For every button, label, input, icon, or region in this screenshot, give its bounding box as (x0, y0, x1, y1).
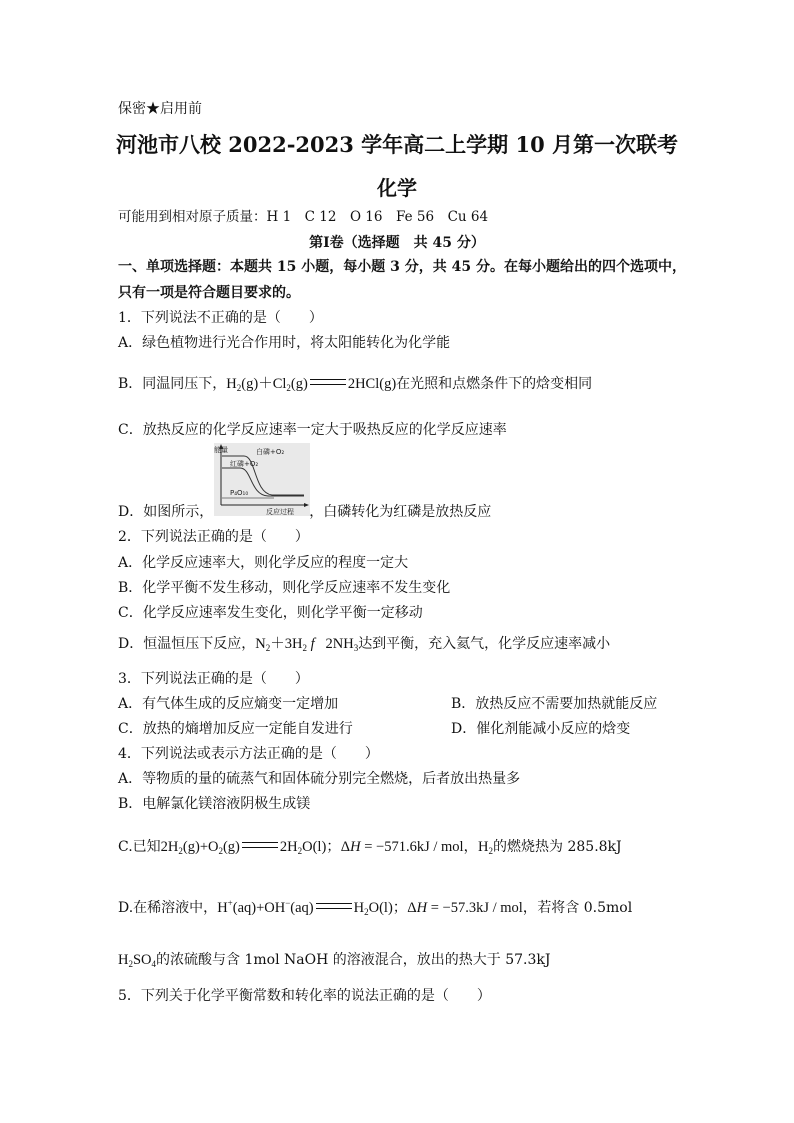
atomic-masses: 可能用到相对原子质量：H 1 C 12 O 16 Fe 56 Cu 64 (118, 209, 489, 225)
q4-option-c-equation: $2H_2(g)+O_2(g)$ $2H_2O(l)$；ΔH = −571.6kJ / mol，$H_2$ (160, 839, 494, 856)
q3-option-a: A．有气体生成的反应熵变一定增加 (118, 696, 339, 712)
q2-stem: 2．下列说法正确的是（ ） (118, 529, 309, 545)
q3-row-2 (118, 719, 698, 739)
diagram-white-p-label: 白磷+O₂ (256, 448, 285, 456)
q1-option-b-suffix: 在光照和点燃条件下的焓变相同 (396, 376, 593, 392)
q1-stem: 1．下列说法不正确的是（ ） (118, 310, 323, 326)
q2-option-b: B．化学平衡不发生移动，则化学反应速率不发生变化 (118, 580, 451, 596)
diagram-red-p-label: 红磷+O₂ (230, 460, 259, 468)
q3-stem: 3．下列说法正确的是（ ） (118, 671, 309, 687)
q4-option-d-continued (118, 950, 698, 970)
q4-option-b: B．电解氯化镁溶液阴极生成镁 (118, 796, 311, 812)
subject-title: 化学 (377, 176, 417, 200)
diagram-x-label: 反应过程 (266, 508, 294, 516)
q1-option-a: A．绿色植物进行光合作用时，将太阳能转化为化学能 (118, 335, 451, 351)
q2-option-d (118, 634, 698, 654)
secrecy-label: 保密★启用前 (118, 101, 202, 117)
section1-instructions-line2: 只有一项是符合题目要求的。 (118, 285, 300, 301)
q4-stem: 4．下列说法或表示方法正确的是（ ） (118, 746, 379, 762)
q2-option-c: C．化学反应速率发生变化，则化学平衡一定移动 (118, 605, 423, 621)
q1-option-b (118, 374, 698, 394)
q4-option-d-line2: 的浓硫酸与含 1mol NaOH 的溶液混合，放出的热大于 57.3kJ (156, 952, 551, 968)
q4-option-c-prefix: C.已知 (118, 839, 161, 855)
q1-option-c: C．放热反应的化学反应速率一定大于吸热反应的化学反应速率 (118, 422, 507, 438)
q2-option-d-equation: $N_2+3H_2$ f $2NH_3$ (255, 636, 359, 653)
q4-option-d-equation: H+(aq)+OH−(aq) $H_2O(l)$；ΔH = −57.3kJ / mol， (217, 898, 538, 917)
q1-option-b-prefix: B．同温同压下， (118, 376, 227, 392)
q4-option-a: A．等物质的量的硫蒸气和固体硫分别完全燃烧，后者放出热量多 (118, 771, 521, 787)
diagram-product-label: P₄O₁₀ (230, 489, 249, 497)
q4-option-d-prefix: D.在稀溶液中， (118, 900, 218, 916)
q5-stem: 5．下列关于化学平衡常数和转化率的说法正确的是（ ） (118, 988, 491, 1004)
equals-sign (310, 379, 346, 385)
q3-option-c: C．放热的熵增加反应一定能自发进行 (118, 721, 353, 737)
exam-title: 河池市八校 2022-2023 学年高二上学期 10 月第一次联考 (115, 132, 679, 157)
equals-sign (242, 842, 278, 848)
q2-option-d-suffix: 达到平衡，充入氦气，化学反应速率减小 (358, 636, 611, 652)
q3-row-1 (118, 694, 698, 714)
equals-sign (316, 903, 352, 909)
q4-option-c (118, 837, 698, 857)
q4-option-d-suffix: 若将含 0.5mol (537, 900, 633, 916)
q4-option-c-suffix: 的燃烧热为 285.8kJ (493, 839, 622, 855)
q1-option-b-equation: $H_2(g)+Cl_2(g)$ 2HCl(g) (226, 376, 397, 393)
q2-option-d-prefix: D．恒温恒压下反应， (118, 636, 256, 652)
q1-option-d-prefix: D．如图所示， (118, 504, 214, 520)
q3-option-b: B．放热反应不需要加热就能反应 (451, 696, 658, 712)
sulfuric-acid-formula: $H_2SO_4$ (118, 952, 157, 969)
q4-option-d (118, 898, 698, 918)
diagram-y-label: 能量 (214, 446, 228, 454)
q3-option-d: D．催化剂能减小反应的焓变 (451, 721, 631, 737)
part1-title: 第Ⅰ卷（选择题 共 45 分） (309, 235, 485, 251)
q1-option-d-suffix: ，白磷转化为红磷是放热反应 (309, 504, 492, 520)
section1-instructions-line1: 一、单项选择题：本题共 15 小题，每小题 3 分，共 45 分。在每小题给出的四个选项中， (118, 259, 686, 275)
q1-option-d (118, 502, 698, 522)
q2-option-a: A．化学反应速率大，则化学反应的程度一定大 (118, 555, 409, 571)
